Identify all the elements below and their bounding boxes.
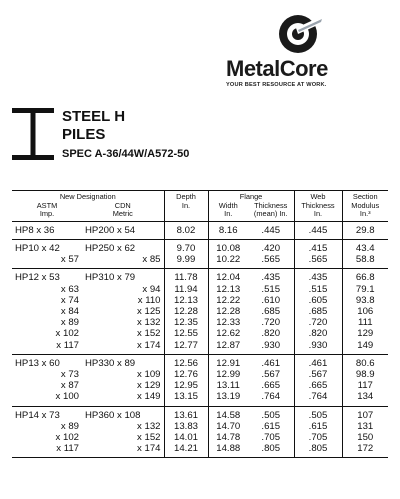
depth-value: 12.76 (164, 369, 208, 380)
astm-designation: x 57 (12, 254, 82, 269)
table-row (12, 306, 388, 317)
cdn-designation: HP330 x 89 (85, 357, 136, 369)
web-thickness-value: .505 (294, 406, 342, 421)
width-value: 14.58 (208, 406, 248, 421)
width-value: 14.88 (208, 443, 248, 458)
width-value: 12.28 (208, 306, 248, 317)
cdn-designation: x 129 (137, 380, 161, 392)
table-row (12, 443, 388, 458)
cdn-designation: HP250 x 62 (85, 242, 136, 254)
title-line-2: PILES (62, 126, 106, 143)
web-thickness-value: .665 (294, 380, 342, 391)
header-width: Width (208, 202, 248, 211)
cdn-designation: x 174 (82, 443, 164, 458)
depth-value: 8.02 (164, 221, 208, 239)
astm-designation: x 117 (12, 443, 82, 458)
width-value: 12.87 (208, 340, 248, 355)
astm-designation: HP13 x 60 (15, 357, 60, 369)
header-new-designation: New Designation (12, 191, 164, 202)
table-row (12, 221, 388, 239)
astm-designation: HP14 x 73 (15, 409, 60, 421)
web-thickness-value: .705 (294, 432, 342, 443)
web-thickness-value: .615 (294, 421, 342, 432)
flange-thickness-value: .461 (261, 357, 281, 369)
astm-designation: x 74 (60, 294, 79, 306)
flange-thickness-value: .420 (261, 242, 281, 254)
depth-value: 11.94 (164, 284, 208, 295)
cdn-designation: x 125 (137, 306, 161, 317)
cdn-designation: x 132 (137, 420, 161, 432)
header-flange: Flange (208, 191, 294, 202)
web-thickness-value: .461 (294, 354, 342, 369)
modulus-value: 149 (342, 340, 388, 355)
flange-thickness-value: .445 (248, 221, 294, 239)
depth-value: 9.99 (164, 254, 208, 269)
cdn-designation: x 94 (142, 283, 161, 295)
astm-designation: HP8 x 36 (12, 221, 82, 239)
web-thickness-value: .565 (294, 254, 342, 269)
width-value: 14.78 (208, 432, 248, 443)
width-value: 10.08 (208, 239, 248, 254)
astm-designation: x 117 (12, 340, 82, 355)
cdn-designation: x 174 (82, 340, 164, 355)
web-thickness-value: .764 (294, 391, 342, 406)
header-thickness-unit: (mean) In. (248, 210, 294, 221)
modulus-value: 29.8 (342, 221, 388, 239)
table-row (12, 317, 388, 328)
astm-designation: x 102 (55, 432, 79, 444)
modulus-value: 98.9 (342, 369, 388, 380)
width-value: 14.70 (208, 421, 248, 432)
flange-thickness-value: .615 (261, 420, 281, 432)
depth-value: 12.28 (164, 306, 208, 317)
table-row (12, 295, 388, 306)
modulus-value: 66.8 (342, 269, 388, 284)
modulus-value: 43.4 (342, 239, 388, 254)
cdn-designation: x 132 (137, 317, 161, 329)
table-row (12, 380, 388, 391)
web-thickness-value: .720 (294, 317, 342, 328)
width-value: 13.11 (208, 380, 248, 391)
modulus-value: 106 (342, 306, 388, 317)
web-thickness-value: .567 (294, 369, 342, 380)
modulus-value: 79.1 (342, 284, 388, 295)
table-row (12, 391, 388, 406)
i-beam-icon (12, 108, 54, 160)
modulus-value: 111 (342, 317, 388, 328)
modulus-value: 117 (342, 380, 388, 391)
flange-thickness-value: .820 (261, 328, 281, 340)
web-thickness-value: .415 (294, 239, 342, 254)
cdn-designation: x 85 (82, 254, 164, 269)
astm-designation: x 100 (12, 391, 82, 406)
web-thickness-value: .930 (294, 340, 342, 355)
depth-value: 14.21 (164, 443, 208, 458)
flange-thickness-value: .685 (261, 306, 281, 317)
modulus-value: 134 (342, 391, 388, 406)
table-row (12, 328, 388, 339)
web-thickness-value: .685 (294, 306, 342, 317)
astm-designation: HP12 x 53 (15, 272, 60, 284)
depth-value: 13.61 (164, 406, 208, 421)
table-row (12, 254, 388, 269)
modulus-value: 131 (342, 421, 388, 432)
group-hp14 (12, 406, 388, 458)
header-depth-unit: In. (164, 202, 208, 211)
header-thickness: Thickness (254, 200, 288, 210)
cdn-designation: HP360 x 108 (85, 409, 141, 421)
astm-designation: x 102 (55, 328, 79, 340)
metalcore-logo (226, 10, 386, 90)
brand-tagline: YOUR BEST RESOURCE AT WORK. (226, 82, 327, 88)
header-modulus: Modulus (342, 202, 388, 211)
depth-value: 11.78 (164, 269, 208, 284)
flange-thickness-value: .567 (261, 369, 281, 381)
width-value: 12.91 (208, 354, 248, 369)
flange-thickness-value: .930 (248, 340, 294, 355)
width-value: 12.13 (208, 284, 248, 295)
astm-designation: x 89 (60, 317, 79, 329)
modulus-value: 129 (342, 328, 388, 339)
flange-thickness-value: .764 (248, 391, 294, 406)
header-astm: ASTM (36, 200, 58, 210)
depth-value: 13.15 (164, 391, 208, 406)
cdn-designation: x 110 (137, 294, 161, 306)
cdn-designation: x 149 (82, 391, 164, 406)
page-title (62, 108, 189, 162)
flange-thickness-value: .435 (261, 272, 281, 284)
flange-thickness-value: .665 (261, 380, 281, 392)
modulus-value: 172 (342, 443, 388, 458)
group-hp8 (12, 221, 388, 239)
flange-thickness-value: .565 (248, 254, 294, 269)
depth-value: 12.77 (164, 340, 208, 355)
cdn-designation: x 152 (137, 328, 161, 340)
flange-thickness-value: .610 (261, 294, 281, 306)
header-cdn: CDN (114, 200, 131, 210)
header-web-thickness: Thickness (294, 202, 342, 211)
web-thickness-value: .515 (294, 284, 342, 295)
astm-designation: x 63 (60, 283, 79, 295)
depth-value: 12.35 (164, 317, 208, 328)
metalcore-logo-mark-icon (276, 10, 324, 58)
flange-thickness-value: .805 (248, 443, 294, 458)
astm-designation: x 87 (60, 380, 79, 392)
web-thickness-value: .605 (294, 295, 342, 306)
header-web: Web (294, 191, 342, 202)
header-imp: Imp. (12, 210, 82, 221)
modulus-value: 107 (342, 406, 388, 421)
cdn-designation: x 109 (137, 369, 161, 381)
group-hp12 (12, 269, 388, 354)
table-row (12, 369, 388, 380)
modulus-value: 80.6 (342, 354, 388, 369)
title-line-1: STEEL H (62, 108, 126, 125)
header-web-unit: In. (294, 210, 342, 221)
width-value: 12.62 (208, 328, 248, 339)
table-row (12, 269, 388, 284)
modulus-value: 58.8 (342, 254, 388, 269)
cdn-designation: x 152 (137, 432, 161, 444)
header-section: Section (342, 191, 388, 202)
web-thickness-value: .820 (294, 328, 342, 339)
cdn-designation: HP310 x 79 (85, 272, 136, 284)
modulus-value: 93.8 (342, 295, 388, 306)
astm-designation: x 84 (60, 306, 79, 317)
web-thickness-value: .805 (294, 443, 342, 458)
width-value: 12.22 (208, 295, 248, 306)
group-hp10 (12, 239, 388, 268)
cdn-designation: HP200 x 54 (82, 221, 164, 239)
group-hp13 (12, 354, 388, 406)
flange-thickness-value: .505 (261, 409, 281, 421)
astm-designation: x 89 (60, 420, 79, 432)
h-piles-table (12, 190, 388, 458)
width-value: 12.33 (208, 317, 248, 328)
depth-value: 13.83 (164, 421, 208, 432)
table-row (12, 239, 388, 254)
table-row (12, 340, 388, 355)
header-modulus-unit: In.³ (342, 210, 388, 221)
web-thickness-value: .445 (294, 221, 342, 239)
width-value: 8.16 (208, 221, 248, 239)
flange-thickness-value: .705 (261, 432, 281, 444)
depth-value: 12.13 (164, 295, 208, 306)
brand-name: MetalCore (226, 56, 328, 81)
table-row (12, 284, 388, 295)
astm-designation: x 73 (60, 369, 79, 381)
width-value: 10.22 (208, 254, 248, 269)
depth-value: 12.56 (164, 354, 208, 369)
flange-thickness-value: .720 (261, 317, 281, 329)
header-metric: Metric (82, 210, 164, 221)
width-value: 12.99 (208, 369, 248, 380)
header-depth: Depth (164, 191, 208, 202)
header-width-unit: In. (208, 210, 248, 221)
depth-value: 14.01 (164, 432, 208, 443)
flange-thickness-value: .515 (261, 283, 281, 295)
table-row (12, 432, 388, 443)
table-row (12, 354, 388, 369)
width-value: 12.04 (208, 269, 248, 284)
table-row (12, 406, 388, 421)
depth-value: 9.70 (164, 239, 208, 254)
depth-value: 12.55 (164, 328, 208, 339)
astm-designation: HP10 x 42 (15, 242, 60, 254)
spec-line: SPEC A-36/44W/A572-50 (62, 148, 190, 160)
web-thickness-value: .435 (294, 269, 342, 284)
modulus-value: 150 (342, 432, 388, 443)
width-value: 13.19 (208, 391, 248, 406)
table-row (12, 421, 388, 432)
depth-value: 12.95 (164, 380, 208, 391)
